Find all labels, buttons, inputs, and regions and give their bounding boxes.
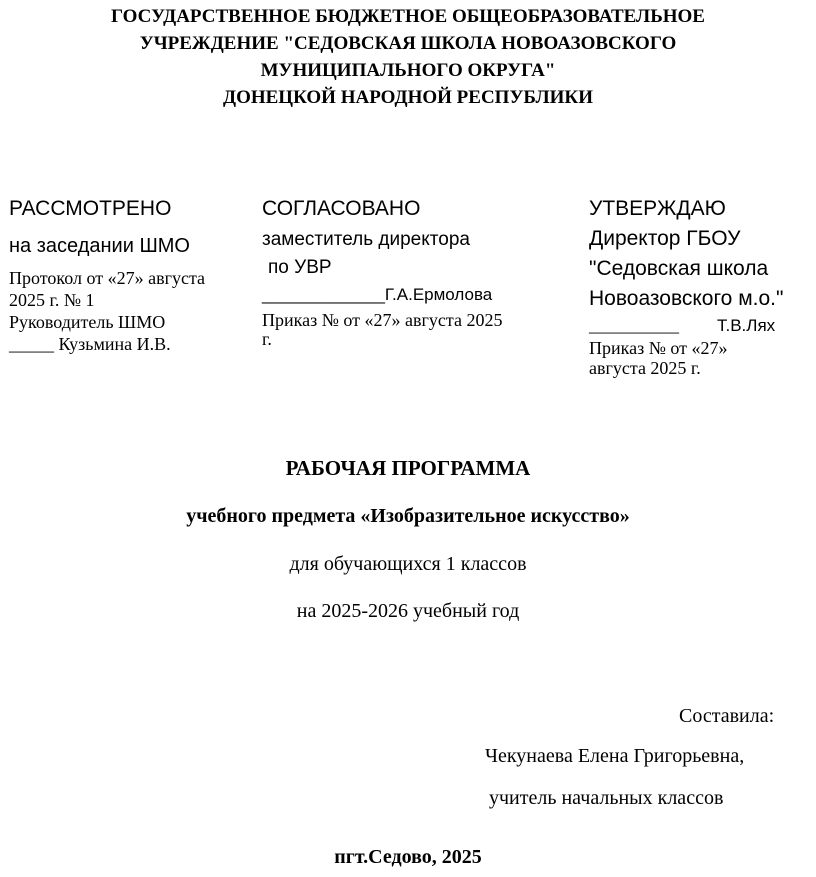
header-line-1: ГОСУДАРСТВЕННОЕ БЮДЖЕТНОЕ ОБЩЕОБРАЗОВАТЕЛЬНОЕ bbox=[111, 6, 705, 27]
author-label: Составила: bbox=[679, 705, 775, 727]
reviewed-signature: _____ Кузьмина И.В. bbox=[9, 334, 171, 354]
agreed-order-line-1: Приказ № от «27» августа 2025 bbox=[262, 310, 503, 330]
header-line-2: УЧРЕЖДЕНИЕ "СЕДОВСКАЯ ШКОЛА НОВОАЗОВСКОГО bbox=[139, 33, 677, 54]
program-audience: для обучающихся 1 классов bbox=[289, 553, 527, 575]
approved-signature-row bbox=[589, 314, 811, 338]
agreed-block bbox=[262, 195, 572, 349]
approved-title: УТВЕРЖДАЮ bbox=[589, 197, 726, 220]
agreed-role-line-2: по УВР bbox=[268, 257, 332, 278]
header-line-4: ДОНЕЦКОЙ НАРОДНОЙ РЕСПУБЛИКИ bbox=[223, 87, 593, 108]
reviewed-subtitle: на заседании ШМО bbox=[9, 235, 190, 257]
agreed-role-line-1: заместитель директора bbox=[262, 229, 470, 250]
reviewed-protocol-line-2: 2025 г. № 1 bbox=[9, 290, 95, 310]
reviewed-protocol-line-1: Протокол от «27» августа bbox=[9, 268, 206, 288]
approved-block bbox=[589, 195, 811, 378]
agreed-title: СОГЛАСОВАНО bbox=[262, 197, 421, 220]
program-subject: учебного предмета «Изобразительное искусство» bbox=[186, 505, 630, 527]
approved-order-line-1: Приказ № от «27» bbox=[589, 338, 728, 358]
reviewed-title: РАССМОТРЕНО bbox=[9, 197, 172, 220]
header-line-3: МУНИЦИПАЛЬНОГО ОКРУГА" bbox=[260, 60, 556, 81]
footer-place-year: пгт.Седово, 2025 bbox=[334, 846, 482, 868]
approved-role-line-1: Директор ГБОУ bbox=[589, 227, 741, 250]
approved-signature-blank: __________ bbox=[589, 315, 679, 335]
author-name: Чекунаева Елена Григорьевна, bbox=[485, 745, 745, 767]
agreed-signature: _____________Г.А.Ермолова bbox=[262, 285, 493, 304]
reviewed-block bbox=[9, 195, 244, 355]
agreed-order-line-2: г. bbox=[262, 329, 272, 349]
program-title: РАБОЧАЯ ПРОГРАММА bbox=[285, 456, 531, 480]
program-year: на 2025-2026 учебный год bbox=[296, 600, 520, 622]
author-position: учитель начальных классов bbox=[489, 787, 724, 809]
approved-role-line-2: "Седовская школа bbox=[589, 257, 769, 280]
approved-role-line-3: Новоазовского м.о." bbox=[589, 287, 784, 310]
school-header bbox=[0, 3, 816, 111]
approved-signature-name: Т.В.Лях bbox=[717, 316, 776, 335]
approved-order-line-2: августа 2025 г. bbox=[589, 358, 701, 378]
reviewed-head: Руководитель ШМО bbox=[9, 312, 166, 332]
